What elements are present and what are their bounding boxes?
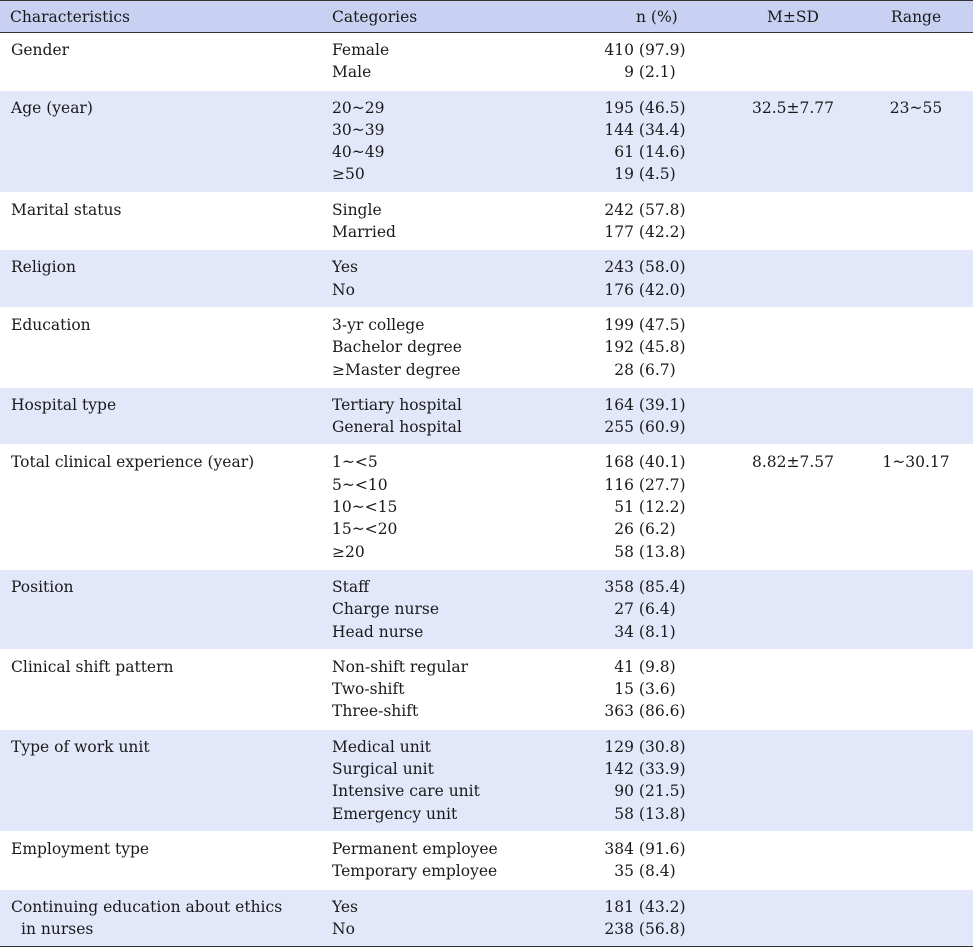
category-label: Tertiary hospital (332, 395, 462, 414)
n-percent-value (560, 474, 717, 496)
n-count: 363 (604, 702, 634, 721)
n-count: 19 (614, 165, 634, 184)
n-percent: (2.1) (634, 63, 676, 82)
n-percent: (13.8) (634, 804, 686, 823)
table-header (0, 1, 973, 33)
category-label: 10~<15 (332, 498, 398, 517)
category-label: Yes (332, 897, 359, 916)
n-percent-value (560, 598, 717, 620)
n-percent: (27.7) (634, 475, 686, 494)
range-cell (859, 250, 973, 308)
characteristic-label: Hospital type (11, 395, 117, 414)
n-percent: (42.0) (634, 280, 686, 299)
mean-sd-cell (727, 831, 859, 889)
n-count: 195 (604, 98, 634, 117)
n-percent-cell (560, 33, 727, 91)
characteristic-label: Employment type (11, 839, 150, 858)
header-n-percent: n (%) (560, 1, 727, 33)
category-label: Temporary employee (332, 862, 498, 881)
category-label: Non-shift regular (332, 657, 468, 676)
n-percent-value (560, 576, 717, 598)
n-percent: (43.2) (634, 897, 686, 916)
n-percent: (4.5) (634, 165, 676, 184)
categories-cell (322, 831, 560, 889)
categories-cell (322, 33, 560, 91)
category-label: 40~49 (332, 143, 385, 162)
table-row (0, 649, 973, 729)
characteristic-cell (0, 90, 322, 192)
category-label: Two-shift (332, 680, 405, 699)
n-count: 358 (604, 577, 634, 596)
categories-cell (322, 387, 560, 445)
n-percent: (8.4) (634, 862, 676, 881)
category-label: 15~<20 (332, 520, 398, 539)
n-percent: (33.9) (634, 760, 686, 779)
characteristic-label: Age (year) (11, 98, 93, 117)
mean-sd-cell (727, 569, 859, 649)
categories-cell (322, 729, 560, 831)
table-row (0, 445, 973, 569)
mean-sd-cell (727, 250, 859, 308)
category-label: ≥50 (332, 165, 365, 184)
header-categories: Categories (322, 1, 560, 33)
categories-cell (322, 889, 560, 947)
characteristic-label: Education (11, 315, 91, 334)
categories-cell (322, 90, 560, 192)
n-percent-value (560, 336, 717, 358)
n-percent: (34.4) (634, 120, 686, 139)
categories-cell (322, 250, 560, 308)
category-label: No (332, 280, 355, 299)
n-percent: (6.7) (634, 360, 676, 379)
n-count: 61 (614, 143, 634, 162)
n-percent-value (560, 496, 717, 518)
characteristic-cell (0, 889, 322, 947)
category-label: 30~39 (332, 120, 385, 139)
range-cell (859, 192, 973, 250)
n-percent-value (560, 97, 717, 119)
characteristic-label: Type of work unit (11, 737, 150, 756)
n-percent-value (560, 314, 717, 336)
categories-cell (322, 649, 560, 729)
category-label: ≥20 (332, 542, 365, 561)
n-count: 176 (604, 280, 634, 299)
n-percent-cell (560, 250, 727, 308)
n-percent-value (560, 163, 717, 185)
range-cell (859, 649, 973, 729)
n-percent: (58.0) (634, 258, 686, 277)
n-percent-value (560, 678, 717, 700)
characteristic-label: Clinical shift pattern (11, 657, 174, 676)
table-row (0, 889, 973, 947)
n-percent-value (560, 61, 717, 83)
n-percent: (97.9) (634, 41, 686, 59)
category-label: Emergency unit (332, 804, 458, 823)
characteristic-label: Gender (11, 41, 70, 59)
n-percent: (14.6) (634, 143, 686, 162)
mean-sd-cell: 8.82±7.57 (751, 453, 834, 472)
table-row (0, 831, 973, 889)
n-percent: (8.1) (634, 622, 676, 641)
n-percent-cell (560, 569, 727, 649)
n-percent-cell (560, 387, 727, 445)
header-range: Range (859, 1, 973, 33)
range-cell (859, 33, 973, 91)
n-count: 58 (614, 542, 634, 561)
n-percent-value (560, 541, 717, 563)
n-count: 192 (604, 338, 634, 357)
n-percent-value (560, 918, 717, 940)
n-percent-cell (560, 649, 727, 729)
range-cell (859, 889, 973, 947)
category-label: Yes (332, 258, 359, 277)
characteristic-cell (0, 307, 322, 387)
n-count: 58 (614, 804, 634, 823)
characteristic-label: Continuing education about ethics (11, 897, 283, 916)
n-percent: (40.1) (634, 453, 686, 472)
n-percent-cell (560, 90, 727, 192)
category-label: Male (332, 63, 372, 82)
n-count: 144 (604, 120, 634, 139)
n-percent-value (560, 758, 717, 780)
table-row (0, 33, 973, 91)
characteristic-label: Total clinical experience (year) (11, 453, 255, 472)
mean-sd-cell (727, 649, 859, 729)
mean-sd-cell (727, 889, 859, 947)
table-row (0, 569, 973, 649)
n-percent: (13.8) (634, 542, 686, 561)
n-percent: (12.2) (634, 498, 686, 517)
characteristic-cell (0, 33, 322, 91)
characteristic-label: Religion (11, 258, 76, 277)
n-percent-value (560, 359, 717, 381)
n-percent: (39.1) (634, 395, 686, 414)
n-count: 238 (604, 919, 634, 938)
n-percent: (30.8) (634, 737, 686, 756)
n-count: 15 (614, 680, 634, 699)
characteristic-cell (0, 387, 322, 445)
n-percent: (57.8) (634, 200, 686, 219)
n-percent: (56.8) (634, 919, 686, 938)
header-row (0, 1, 973, 33)
mean-sd-cell (727, 307, 859, 387)
table-body (0, 33, 973, 947)
n-percent-value (560, 518, 717, 540)
mean-sd-cell (727, 729, 859, 831)
category-label: 1~<5 (332, 453, 378, 472)
category-label: Married (332, 223, 396, 242)
n-percent-cell (560, 445, 727, 569)
n-count: 35 (614, 862, 634, 881)
n-percent: (21.5) (634, 782, 686, 801)
mean-sd-cell (727, 192, 859, 250)
category-label: Surgical unit (332, 760, 434, 779)
n-percent-value (560, 896, 717, 918)
mean-sd-cell (727, 33, 859, 91)
category-label: Bachelor degree (332, 338, 462, 357)
categories-cell (322, 569, 560, 649)
n-count: 255 (604, 418, 634, 437)
category-label: Permanent employee (332, 839, 498, 858)
table-row (0, 192, 973, 250)
range-cell (859, 387, 973, 445)
category-label: Three-shift (332, 702, 419, 721)
n-percent-value (560, 279, 717, 301)
n-count: 142 (604, 760, 634, 779)
range-cell (859, 729, 973, 831)
n-count: 129 (604, 737, 634, 756)
n-percent-value (560, 803, 717, 825)
n-percent-value (560, 860, 717, 882)
category-label: Intensive care unit (332, 782, 480, 801)
n-percent-value (560, 838, 717, 860)
table-row (0, 387, 973, 445)
n-percent: (6.4) (634, 600, 676, 619)
range-cell (859, 307, 973, 387)
characteristic-label-continued: in nurses (21, 919, 94, 938)
category-label: 5~<10 (332, 475, 388, 494)
n-count: 90 (614, 782, 634, 801)
n-count: 384 (604, 839, 634, 858)
n-percent: (47.5) (634, 315, 686, 334)
n-percent-value (560, 199, 717, 221)
n-count: 28 (614, 360, 634, 379)
range-cell (859, 569, 973, 649)
n-count: 242 (604, 200, 634, 219)
n-percent: (86.6) (634, 702, 686, 721)
n-percent: (85.4) (634, 577, 686, 596)
categories-cell (322, 192, 560, 250)
header-mean-sd: M±SD (727, 1, 859, 33)
n-percent-cell (560, 307, 727, 387)
n-count: 181 (604, 897, 634, 916)
n-percent-value (560, 119, 717, 141)
n-count: 51 (614, 498, 634, 517)
table-row (0, 250, 973, 308)
n-count: 34 (614, 622, 634, 641)
range-cell (859, 831, 973, 889)
n-percent-cell (560, 729, 727, 831)
n-count: 27 (614, 600, 634, 619)
n-count: 116 (604, 475, 634, 494)
n-count: 410 (604, 41, 634, 59)
table-row (0, 90, 973, 192)
category-label: Charge nurse (332, 600, 440, 619)
n-count: 164 (604, 395, 634, 414)
n-percent: (42.2) (634, 223, 686, 242)
n-count: 26 (614, 520, 634, 539)
n-count: 177 (604, 223, 634, 242)
n-count: 9 (624, 63, 634, 82)
category-label: Single (332, 200, 382, 219)
n-percent-value (560, 141, 717, 163)
n-count: 199 (604, 315, 634, 334)
category-label: Head nurse (332, 622, 424, 641)
category-label: Female (332, 41, 390, 59)
n-percent-value (560, 780, 717, 802)
categories-cell (322, 445, 560, 569)
characteristic-label: Position (11, 577, 74, 596)
categories-cell (322, 307, 560, 387)
n-percent-cell (560, 889, 727, 947)
n-percent-value (560, 451, 717, 473)
n-percent-value (560, 256, 717, 278)
mean-sd-cell (727, 387, 859, 445)
n-percent: (91.6) (634, 839, 686, 858)
n-percent-value (560, 221, 717, 243)
n-percent: (3.6) (634, 680, 676, 699)
category-label: ≥Master degree (332, 360, 461, 379)
n-percent-value (560, 656, 717, 678)
characteristic-cell (0, 569, 322, 649)
table-row (0, 729, 973, 831)
n-percent-value (560, 394, 717, 416)
n-percent-value (560, 621, 717, 643)
n-count: 41 (614, 657, 634, 676)
table-row (0, 307, 973, 387)
n-percent: (6.2) (634, 520, 676, 539)
n-percent-value (560, 416, 717, 438)
characteristic-label: Marital status (11, 200, 122, 219)
mean-sd-cell: 32.5±7.77 (751, 98, 834, 117)
n-percent-cell (560, 192, 727, 250)
characteristic-cell (0, 250, 322, 308)
category-label: General hospital (332, 418, 462, 437)
characteristic-cell (0, 649, 322, 729)
characteristic-cell (0, 831, 322, 889)
n-percent-value (560, 736, 717, 758)
n-percent: (46.5) (634, 98, 686, 117)
n-percent-value (560, 700, 717, 722)
characteristic-cell (0, 729, 322, 831)
category-label: 20~29 (332, 98, 385, 117)
n-percent: (9.8) (634, 657, 676, 676)
category-label: 3-yr college (332, 315, 425, 334)
characteristic-cell (0, 445, 322, 569)
category-label: Staff (332, 577, 370, 596)
range-cell: 23~55 (889, 98, 943, 117)
n-percent-cell (560, 831, 727, 889)
range-cell: 1~30.17 (882, 453, 950, 472)
n-percent-value (560, 39, 717, 61)
n-percent: (45.8) (634, 338, 686, 357)
characteristic-cell (0, 192, 322, 250)
category-label: Medical unit (332, 737, 431, 756)
n-percent: (60.9) (634, 418, 686, 437)
category-label: No (332, 919, 355, 938)
header-characteristics: Characteristics (0, 1, 322, 33)
n-count: 168 (604, 453, 634, 472)
n-count: 243 (604, 258, 634, 277)
